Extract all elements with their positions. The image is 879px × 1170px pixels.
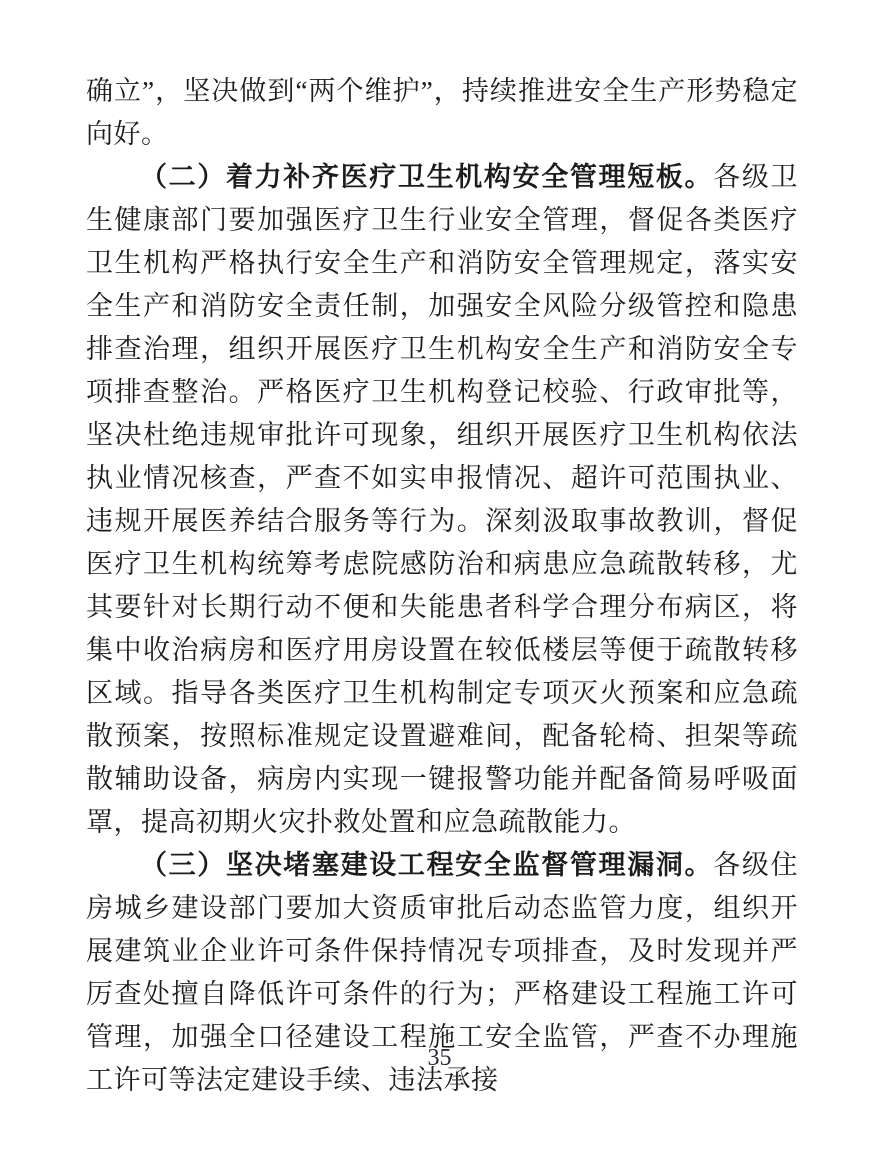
paragraph-continuation bbox=[86, 70, 798, 156]
page-footer bbox=[0, 1042, 879, 1074]
paragraph-lead: （三）坚决堵塞建设工程安全监督管理漏洞。 bbox=[140, 850, 714, 880]
paragraph-lead: （二）着力补齐医疗卫生机构安全管理短板。 bbox=[140, 162, 714, 192]
page-number: 35 bbox=[427, 1045, 452, 1071]
paragraph-body: 确立”，坚决做到“两个维护”，持续推进安全生产形势稳定向好。 bbox=[86, 76, 798, 149]
paragraph-body: 各级住房城乡建设部门要加大资质审批后动态监管力度，组织开展建筑业企业许可条件保持情况专项排查，及时发现并严厉查处擅自降低许可条件的行为；严格建设工程施工许可管理，加强全口径建设工程施工安全监管，严查不办理施工许可等法定建设手续、违法承接 bbox=[86, 850, 799, 1095]
paragraph-body: 各级卫生健康部门要加强医疗卫生行业安全管理，督促各类医疗卫生机构严格执行安全生产和消防安全管理规定，落实安全生产和消防安全责任制，加强安全风险分级管控和隐患排查治理，组织开展医疗卫生机构安全生产和消防安全专项排查整治。严格医疗卫生机构登记校验、行政审批等，坚决杜绝违规审批许可现象，组织开展医疗卫生机构依法执业情况核查，严查不如实申报情况、超许可范围执业、违规开展医养结合服务等行为。深刻汲取事故教训，督促医疗卫生机构统筹考虑院感防治和病患应急疏散转移，尤其要针对长期行动不便和失能患者科学合理分布病区，将集中收治病房和医疗用房设置在较低楼层等便于疏散转移区域。指导各类医疗卫生机构制定专项灭火预案和应急疏散预案，按照标准规定设置避难间，配备轮椅、担架等疏散辅助设备，病房内实现一键报警功能并配备简易呼吸面罩，提高初期火灾扑救处置和应急疏散能力。 bbox=[86, 162, 799, 837]
paragraph-section-2 bbox=[86, 156, 798, 844]
text-block bbox=[86, 70, 798, 1102]
